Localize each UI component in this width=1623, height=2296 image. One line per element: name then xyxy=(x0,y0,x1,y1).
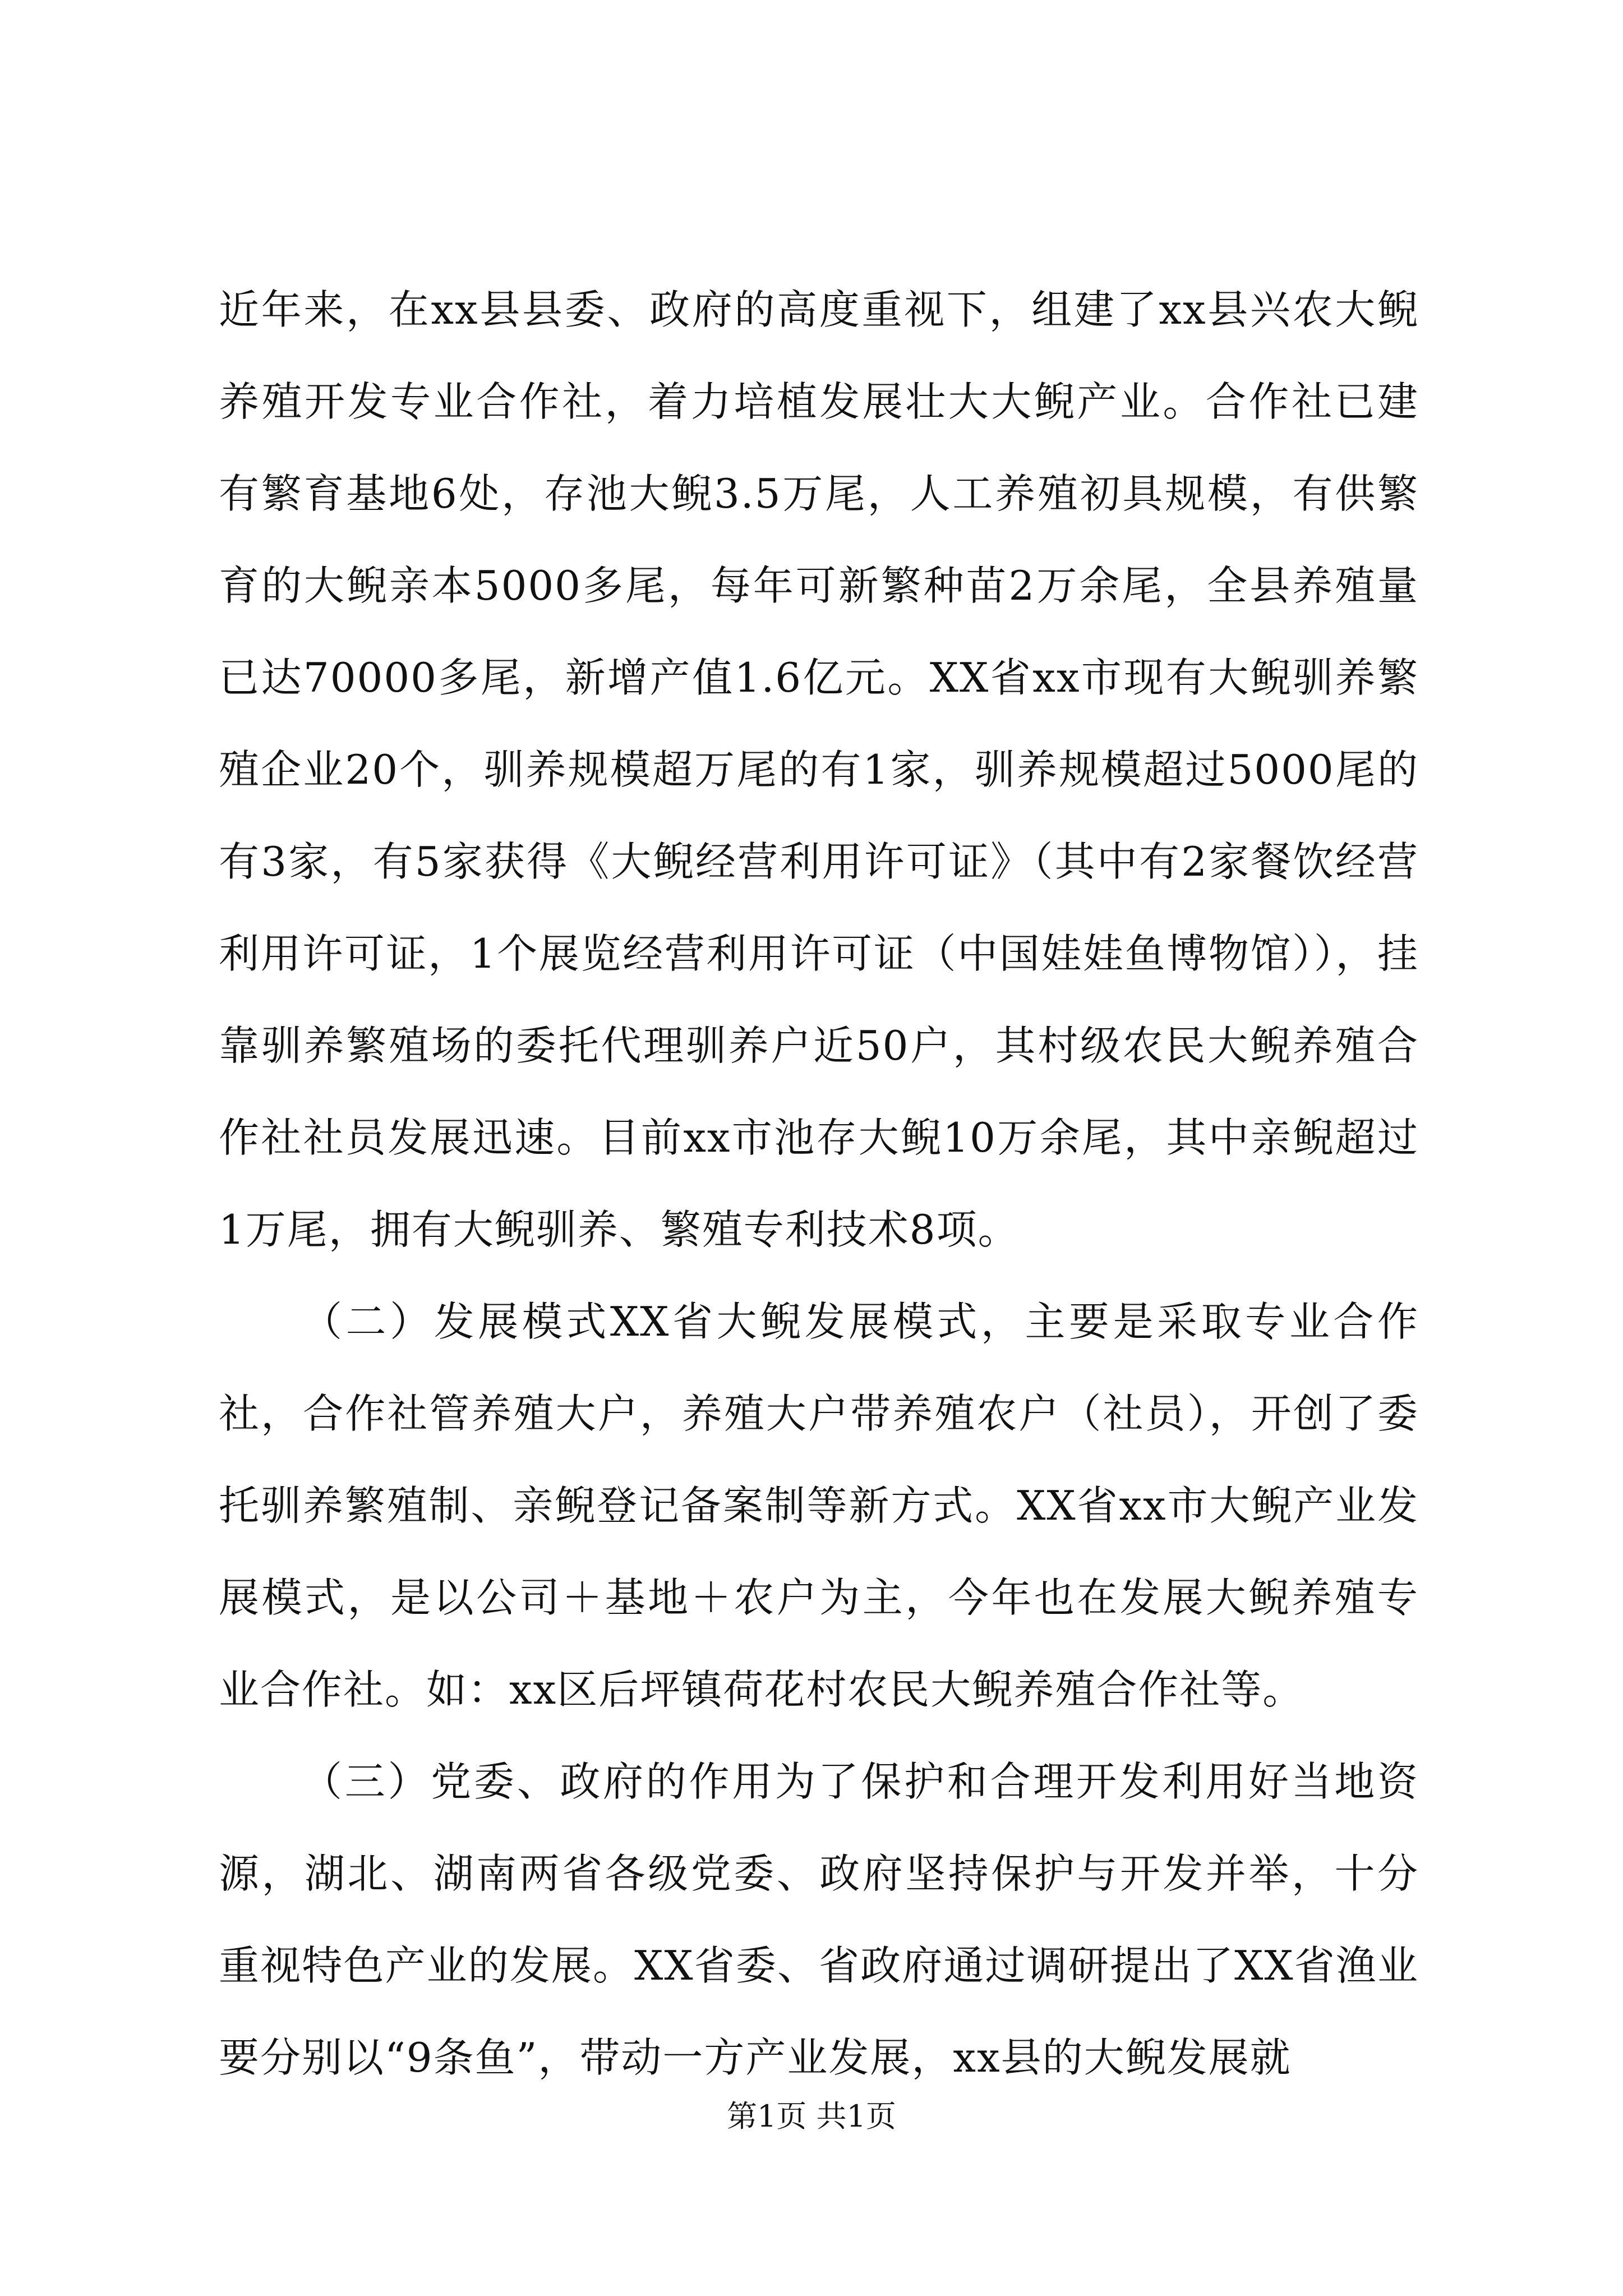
paragraph-1: 近年来，在xx县县委、政府的高度重视下，组建了xx县兴农大鲵养殖开发专业合作社，着力培植发展壮大大鲵产业。合作社已建有繁育基地6处，存池大鲵3.5万尾，人工养殖初具规模，有供繁育的大鲵亲本5000多尾，每年可新繁种苗2万余尾，全县养殖量已达70000多尾，新增产值1.6亿元。XX省xx市现有大鲵驯养繁殖企业20个，驯养规模超万尾的有1家，驯养规模超过5000尾的有3家，有5家获得《大鲵经营利用许可证》（其中有2家餐饮经营利用许可证，1个展览经营利用许可证（中国娃娃鱼博物馆）），挂靠驯养繁殖场的委托代理驯养户近50户，其村级农民大鲵养殖合作社社员发展迅速。目前xx市池存大鲵10万余尾，其中亲鲵超过1万尾，拥有大鲵驯养、繁殖专利技术8项。 xyxy=(219,286,1419,1253)
paragraph-3: （三）党委、政府的作用为了保护和合理开发利用好当地资源，湖北、湖南两省各级党委、政府坚持保护与开发并举，十分重视特色产业的发展。XX省委、省政府通过调研提出了XX省渔业要分别以“9条鱼”，带动一方产业发展，xx县的大鲵发展就 xyxy=(219,1758,1419,2081)
page-footer: 第1页 共1页 xyxy=(727,2099,896,2134)
paragraph-2: （二）发展模式XX省大鲵发展模式，主要是采取专业合作社，合作社管养殖大户，养殖大户带养殖农户（社员），开创了委托驯养繁殖制、亲鲵登记备案制等新方式。XX省xx市大鲵产业发展模式，是以公司＋基地＋农户为主，今年也在发展大鲵养殖专业合作社。如：xx区后坪镇荷花村农民大鲵养殖合作社等。 xyxy=(219,1298,1419,1713)
document-body xyxy=(219,264,1419,2104)
